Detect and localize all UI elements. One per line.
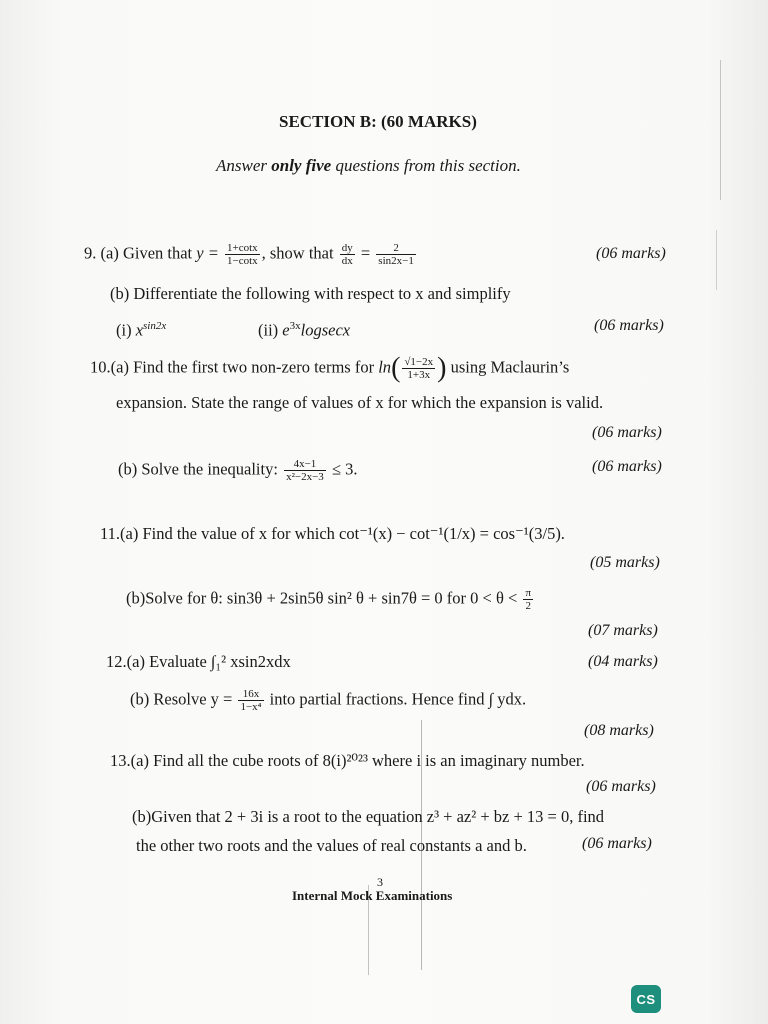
q11-b-marks: (07 marks) xyxy=(588,622,658,639)
q12-b-frac-num: 16x xyxy=(238,688,263,701)
camscanner-logo: CS xyxy=(631,985,661,1013)
q10-paren-close: ) xyxy=(437,352,447,384)
q11-b-frac-den: 2 xyxy=(525,600,531,612)
q13-b-marks: (06 marks) xyxy=(582,835,652,852)
q9-b-ii-label: (ii) xyxy=(258,320,283,340)
q10-a xyxy=(90,352,570,384)
instruction-post: questions from this section. xyxy=(331,156,521,175)
q9-b-ii-exp: 3x xyxy=(289,320,301,332)
q10-frac-num: √1−2x xyxy=(404,356,434,368)
instruction-pre: Answer xyxy=(216,156,272,175)
q9-b-i-base: x xyxy=(135,320,144,340)
q10-b-frac xyxy=(284,458,326,483)
q9-b-text: (b) Differentiate the following with respect to x and simplify xyxy=(110,284,511,303)
q10-b-frac-num: 4x−1 xyxy=(284,458,326,471)
q9-a-y: y = xyxy=(196,243,219,263)
q9-frac-1-num: 1+cotx xyxy=(226,242,258,254)
q9-b-i-exp: sin2x xyxy=(143,320,167,332)
q9-b-i-label: (i) xyxy=(116,320,136,340)
q9-show-that: , show that xyxy=(261,243,334,263)
q11-b xyxy=(126,587,535,612)
q10-b-post: ≤ 3. xyxy=(327,459,358,479)
q12-b-frac-den: 1−x⁴ xyxy=(240,701,262,713)
q10-a-marks: (06 marks) xyxy=(592,424,662,441)
q11-a-marks: (05 marks) xyxy=(590,554,660,571)
instructions xyxy=(216,156,521,176)
q13-b-line2: the other two roots and the values of real constants a and b. xyxy=(136,836,527,855)
q10-ln: ln xyxy=(378,357,392,377)
q10-a-post: using Maclaurin’s xyxy=(446,357,570,377)
q9-eq: = xyxy=(360,243,371,263)
q12-b xyxy=(130,688,526,713)
q9-b-ii xyxy=(258,316,350,341)
q13-a-text: 13.(a) Find all the cube roots of 8(i)²⁰²³ where i is an imaginary number. xyxy=(110,751,585,770)
q11-b-frac xyxy=(523,587,533,612)
scan-edge-line xyxy=(716,230,717,290)
instruction-emphasis: only five xyxy=(271,156,332,175)
q10-b xyxy=(118,458,357,483)
q9-b-i xyxy=(116,316,166,341)
q12-b-marks: (08 marks) xyxy=(584,722,654,739)
q10-a-text: 10.(a) Find the first two non-zero terms for xyxy=(90,357,379,377)
q10-b-text: (b) Solve the inequality: xyxy=(118,459,283,479)
q11-b-text: (b)Solve for θ: sin3θ + 2sin5θ sin² θ + sin7θ = 0 for 0 < θ < xyxy=(126,588,522,608)
q11-b-frac-num: π xyxy=(525,587,531,599)
q9-b-ii-rest: logsecx xyxy=(300,320,351,340)
q11-a-text: 11.(a) Find the value of x for which cot⁻¹(x) − cot⁻¹(1/x) = cos⁻¹(3/5). xyxy=(100,524,565,543)
q9-a-text: 9. (a) Given that xyxy=(84,243,197,263)
q9-frac-2-num: 2 xyxy=(376,242,416,255)
q9-dydx-den: dx xyxy=(341,255,353,267)
q9-frac-1 xyxy=(225,242,260,267)
q12-b-text: (b) Resolve y = xyxy=(130,689,237,709)
q13-a-marks: (06 marks) xyxy=(586,778,656,795)
q13-b-line1: (b)Given that 2 + 3i is a root to the equation z³ + az² + bz + 13 = 0, find xyxy=(132,807,605,826)
q10-b-marks: (06 marks) xyxy=(592,458,662,475)
q10-frac xyxy=(402,356,435,381)
q12-b-post: into partial fractions. Hence find ∫ ydx. xyxy=(265,689,527,709)
q10-a-line2: expansion. State the range of values of x for which the expansion is valid. xyxy=(116,393,604,412)
q10-paren-open: ( xyxy=(391,352,401,384)
q10-frac-den: 1+3x xyxy=(407,369,431,381)
q10-b-frac-den: x²−2x−3 xyxy=(286,471,324,483)
section-title: SECTION B: (60 MARKS) xyxy=(279,112,477,131)
q9-frac-1-den: 1−cotx xyxy=(226,255,258,267)
q12-a-text: 12.(a) Evaluate ∫₁² xsin2xdx xyxy=(106,652,291,671)
q9-b-ii-base: e xyxy=(282,320,290,340)
exam-name: Internal Mock Examinations xyxy=(292,888,453,903)
q12-b-frac xyxy=(238,688,263,713)
q9-a-marks: (06 marks) xyxy=(596,245,666,262)
q12-a-marks: (04 marks) xyxy=(588,653,658,670)
q9-frac-2 xyxy=(376,242,416,267)
q9-b-marks: (06 marks) xyxy=(594,317,664,334)
q9-dydx xyxy=(340,242,355,267)
q9-frac-2-den: sin2x−1 xyxy=(378,255,414,267)
q9-a xyxy=(84,242,418,267)
scan-edge-line xyxy=(720,60,721,200)
q9-dydx-num: dy xyxy=(341,242,353,254)
page-number: 3 xyxy=(377,875,383,889)
